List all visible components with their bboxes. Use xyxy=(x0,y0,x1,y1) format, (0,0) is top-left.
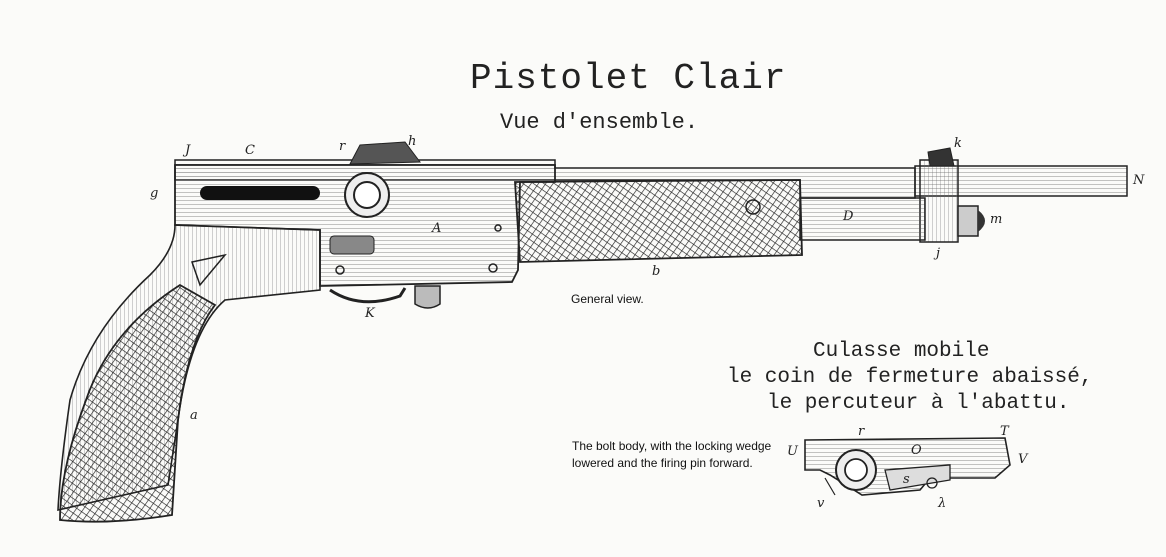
label-A: A xyxy=(432,221,442,236)
detail-label-V: V xyxy=(1018,452,1028,467)
page-title: Pistolet Clair xyxy=(470,58,787,99)
label-b: b xyxy=(652,264,661,279)
label-h: h xyxy=(408,134,417,149)
trigger xyxy=(330,286,440,308)
label-j: j xyxy=(936,246,941,261)
detail-label-U: U xyxy=(787,444,798,459)
page-subtitle: Vue d'ensemble. xyxy=(500,110,699,135)
label-m: m xyxy=(990,212,1003,227)
label-D: D xyxy=(843,209,854,224)
detail-label-s: s xyxy=(903,472,910,487)
detail-heading-line1: Culasse mobile xyxy=(813,340,990,363)
label-N: N xyxy=(1133,173,1145,188)
label-a: a xyxy=(190,408,198,423)
label-J: J xyxy=(185,143,191,158)
label-g: g xyxy=(150,186,159,201)
detail-label-r: r xyxy=(858,424,865,439)
label-C: C xyxy=(245,143,255,158)
detail-label-lambda: λ xyxy=(938,496,947,511)
label-k: k xyxy=(954,136,962,151)
caption-general-view: General view. xyxy=(571,292,644,306)
barrel xyxy=(915,148,1127,242)
detail-label-O: O xyxy=(911,443,922,458)
detail-label-T: T xyxy=(1000,424,1009,439)
label-K: K xyxy=(365,306,375,321)
fore-grip xyxy=(515,180,802,262)
detail-label-v: v xyxy=(817,496,825,511)
caption-bolt-body: The bolt body, with the locking wedge lowered and the firing pin forward. xyxy=(572,439,772,470)
detail-heading-line3: le percuteur à l'abattu. xyxy=(767,392,1070,415)
detail-heading-line2: le coin de fermeture abaissé, xyxy=(727,366,1093,389)
label-r: r xyxy=(339,139,346,154)
